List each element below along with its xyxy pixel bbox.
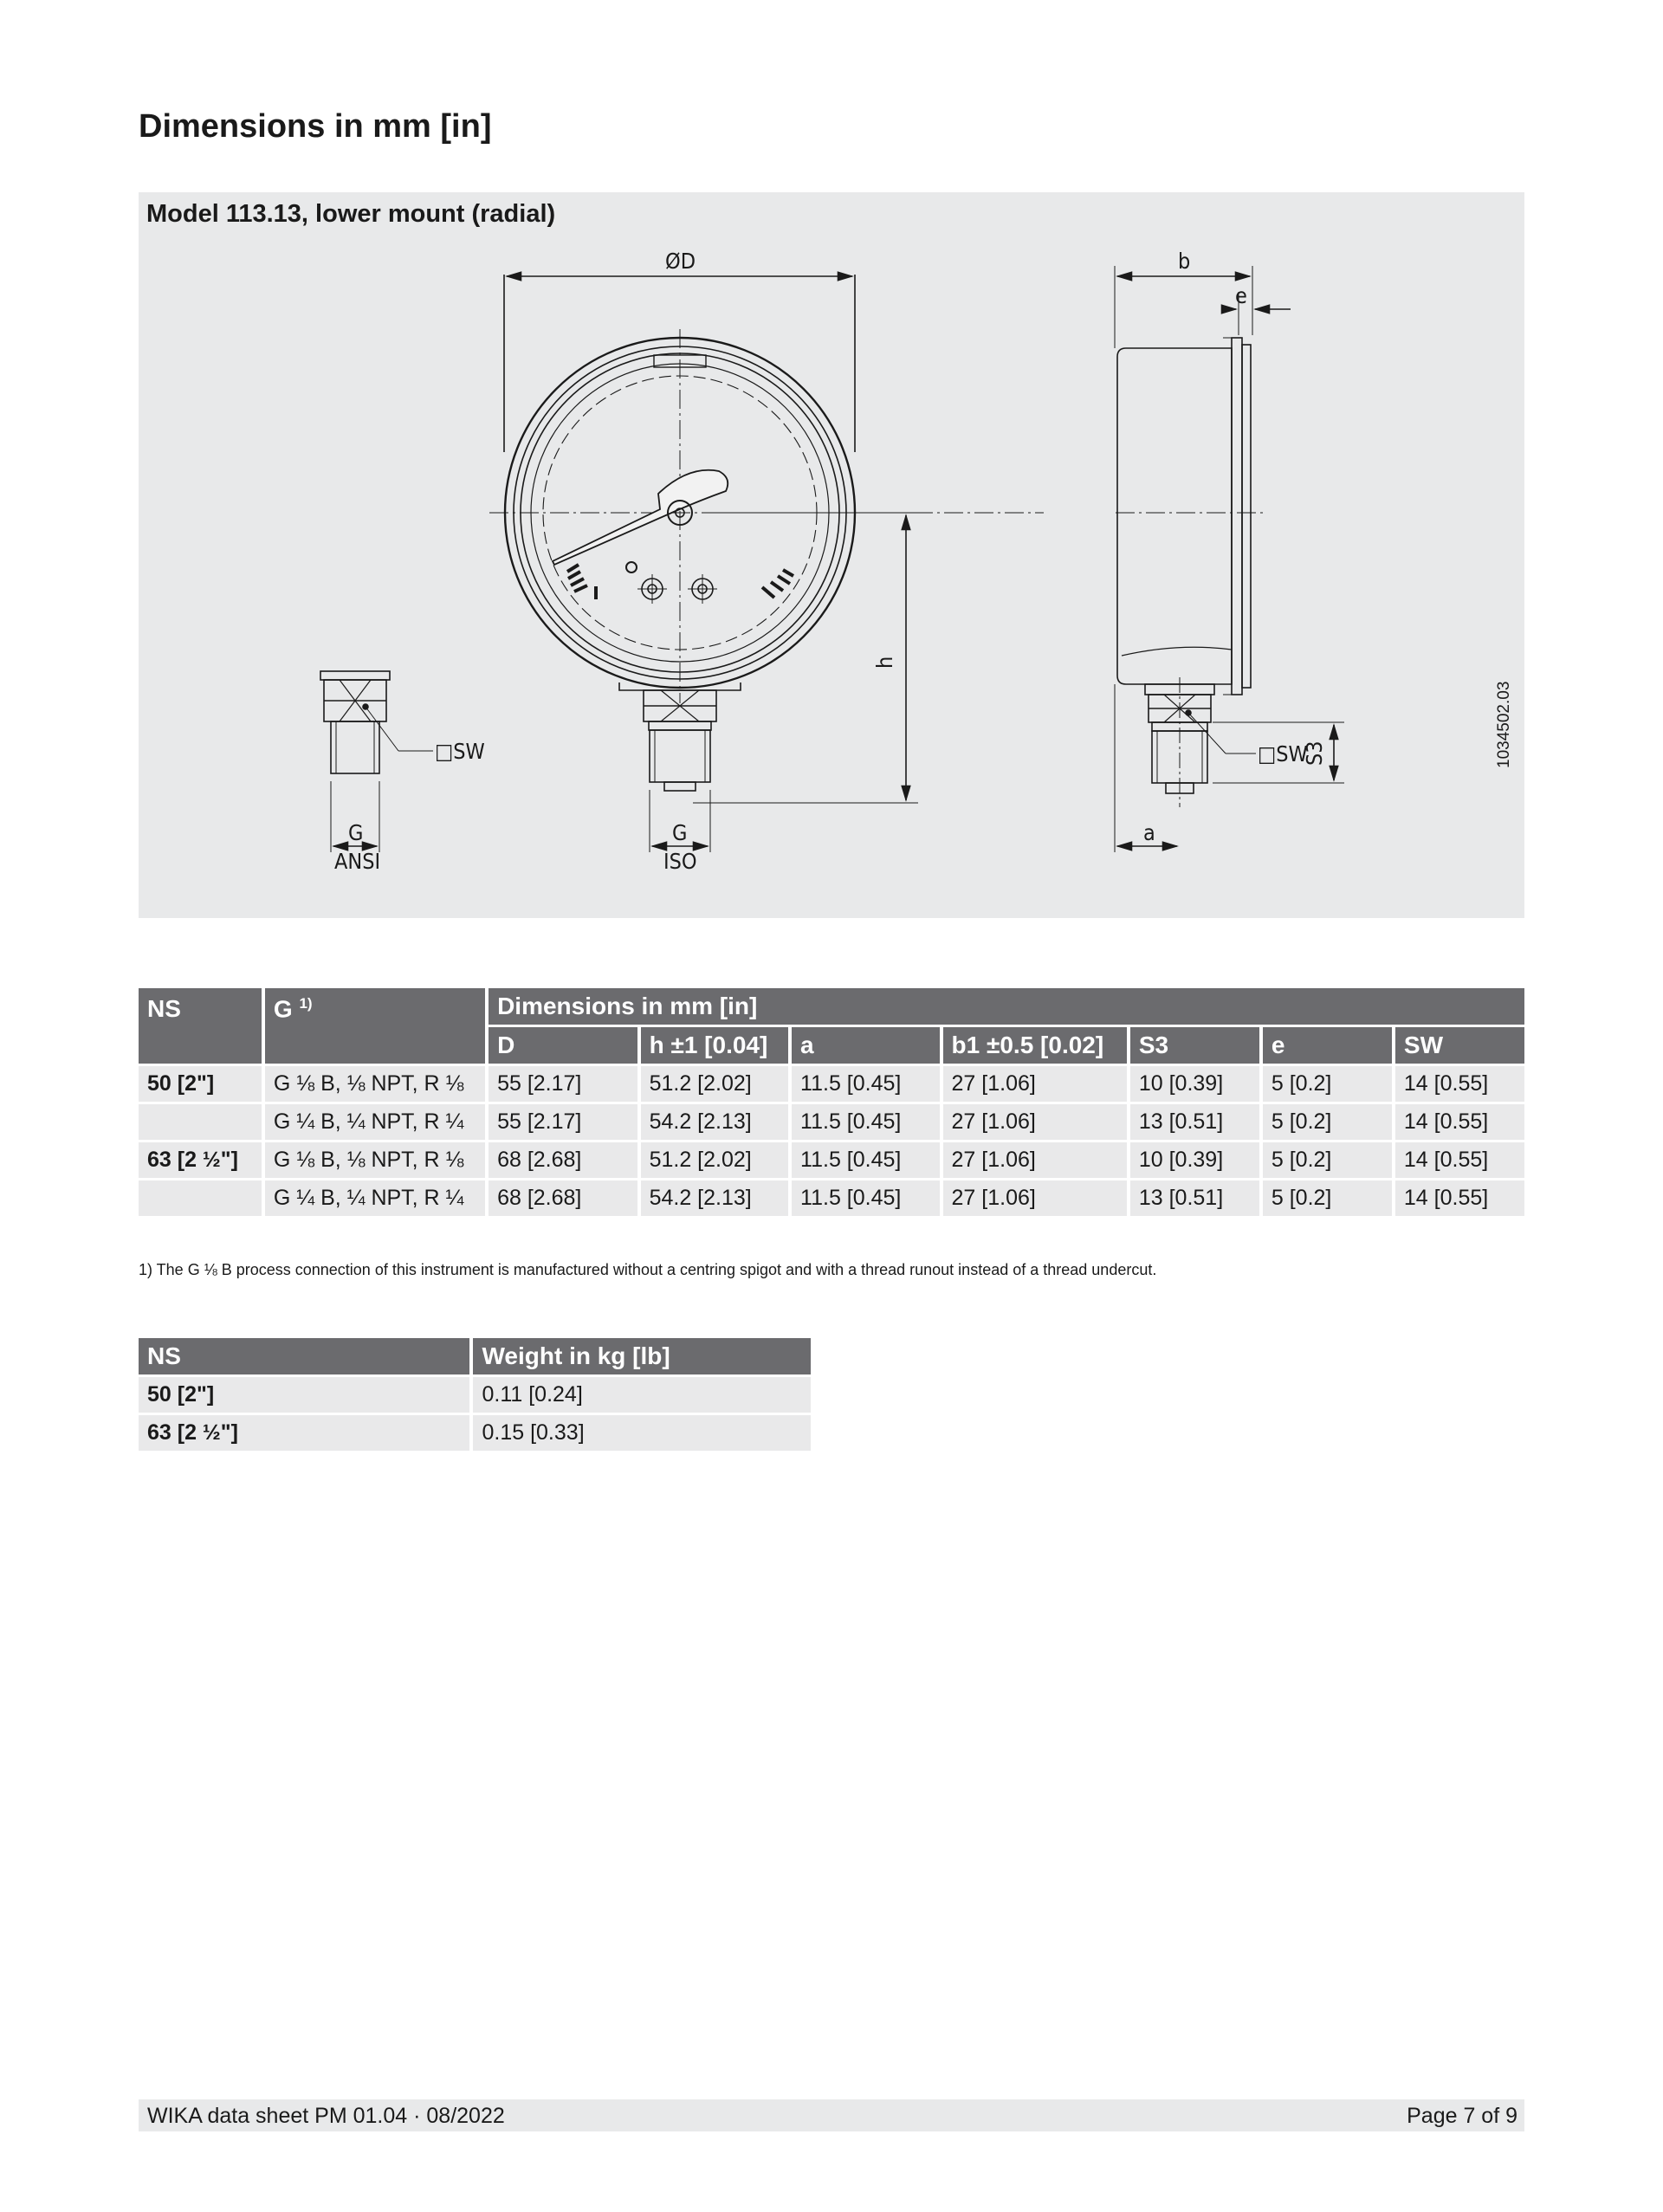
diameter-label: ØD	[665, 249, 696, 274]
value-cell: 27 [1.06]	[943, 1142, 1127, 1178]
value-cell: 10 [0.39]	[1130, 1142, 1259, 1178]
footnote: 1) The G ⅛ B process connection of this instrument is manufactured without a centring spigot and with a thread runout instead of a thread undercut.	[139, 1261, 1157, 1278]
e-label: e	[1235, 283, 1247, 308]
sw-right-label: □SW	[1258, 741, 1308, 766]
weight-cell: 0.15 [0.33]	[473, 1415, 811, 1451]
h-label: h	[872, 656, 897, 669]
value-cell: 68 [2.68]	[489, 1142, 637, 1178]
sw-left-label: □SW	[435, 739, 485, 764]
a-label: a	[1143, 820, 1155, 845]
g-ansi-label: G	[348, 820, 364, 845]
page-number: Page 7 of 9	[1407, 2104, 1517, 2128]
value-cell: 54.2 [2.13]	[641, 1104, 788, 1140]
weight-table	[135, 1336, 814, 1453]
page-footer	[139, 2099, 1524, 2131]
footer-doc-info: WIKA data sheet PM 01.04 · 08/2022	[147, 2104, 505, 2128]
g-cell: G ⅛ B, ⅛ NPT, R ⅛	[265, 1142, 485, 1178]
ns-cell: 50 [2"]	[139, 1377, 469, 1413]
value-cell: 27 [1.06]	[943, 1180, 1127, 1216]
ns-cell: 50 [2"]	[139, 1066, 262, 1102]
ns-cell: 63 [2 ½"]	[139, 1142, 262, 1178]
ns-cell	[139, 1104, 262, 1140]
table-row	[139, 1415, 811, 1451]
iso-label: ISO	[663, 849, 697, 874]
value-cell: 13 [0.51]	[1130, 1180, 1259, 1216]
value-cell: 27 [1.06]	[943, 1066, 1127, 1102]
value-cell: 13 [0.51]	[1130, 1104, 1259, 1140]
value-cell: 5 [0.2]	[1263, 1142, 1392, 1178]
g-iso-label: G	[672, 820, 688, 845]
table-row	[139, 1066, 1524, 1102]
weight-header-weight: Weight in kg [lb]	[473, 1338, 811, 1374]
value-cell: 51.2 [2.02]	[641, 1066, 788, 1102]
value-cell: 55 [2.17]	[489, 1066, 637, 1102]
value-cell: 68 [2.68]	[489, 1180, 637, 1216]
value-cell: 54.2 [2.13]	[641, 1180, 788, 1216]
value-cell: 51.2 [2.02]	[641, 1142, 788, 1178]
value-cell: 5 [0.2]	[1263, 1180, 1392, 1216]
gauge-front-view	[489, 249, 1044, 874]
value-cell: 5 [0.2]	[1263, 1104, 1392, 1140]
table-row	[139, 1180, 1524, 1216]
header-g: G $^{1)}$	[265, 988, 485, 1064]
ansi-socket-view	[320, 671, 485, 874]
drawing-doc-code: 1034502.03	[1495, 681, 1513, 768]
technical-drawing-panel	[139, 192, 1524, 918]
value-cell: 27 [1.06]	[943, 1104, 1127, 1140]
header-ns: NS	[139, 988, 262, 1064]
ansi-label: ANSI	[334, 849, 381, 874]
header-d: D	[489, 1027, 637, 1064]
value-cell: 14 [0.55]	[1395, 1180, 1524, 1216]
weight-cell: 0.11 [0.24]	[473, 1377, 811, 1413]
header-s3: S3	[1130, 1027, 1259, 1064]
table-row	[139, 1104, 1524, 1140]
value-cell: 14 [0.55]	[1395, 1104, 1524, 1140]
s3-label: S3	[1302, 741, 1327, 766]
dimensions-table	[135, 986, 1528, 1219]
value-cell: 11.5 [0.45]	[792, 1180, 939, 1216]
value-cell: 55 [2.17]	[489, 1104, 637, 1140]
drawing-title: Model 113.13, lower mount (radial)	[146, 200, 556, 228]
value-cell: 5 [0.2]	[1263, 1066, 1392, 1102]
value-cell: 11.5 [0.45]	[792, 1066, 939, 1102]
header-dimensions-group: Dimensions in mm [in]	[489, 988, 1524, 1025]
table-row	[139, 1142, 1524, 1178]
table-row	[139, 1377, 811, 1413]
ns-cell	[139, 1180, 262, 1216]
b-label: b	[1178, 249, 1191, 274]
header-a: a	[792, 1027, 939, 1064]
g-cell: G ¼ B, ¼ NPT, R ¼	[265, 1104, 485, 1140]
value-cell: 11.5 [0.45]	[792, 1142, 939, 1178]
value-cell: 11.5 [0.45]	[792, 1104, 939, 1140]
header-b1: b1 ±0.5 [0.02]	[943, 1027, 1127, 1064]
g-cell: G ⅛ B, ⅛ NPT, R ⅛	[265, 1066, 485, 1102]
header-e: e	[1263, 1027, 1392, 1064]
weight-header-ns: NS	[139, 1338, 469, 1374]
header-h: h ±1 [0.04]	[641, 1027, 788, 1064]
value-cell: 10 [0.39]	[1130, 1066, 1259, 1102]
value-cell: 14 [0.55]	[1395, 1066, 1524, 1102]
g-cell: G ¼ B, ¼ NPT, R ¼	[265, 1180, 485, 1216]
technical-drawing	[139, 192, 1524, 918]
ns-cell: 63 [2 ½"]	[139, 1415, 469, 1451]
header-sw: SW	[1395, 1027, 1524, 1064]
value-cell: 14 [0.55]	[1395, 1142, 1524, 1178]
footnote-ref: 1)	[299, 995, 313, 1012]
gauge-side-view	[1115, 249, 1344, 852]
page-title: Dimensions in mm [in]	[139, 108, 492, 145]
